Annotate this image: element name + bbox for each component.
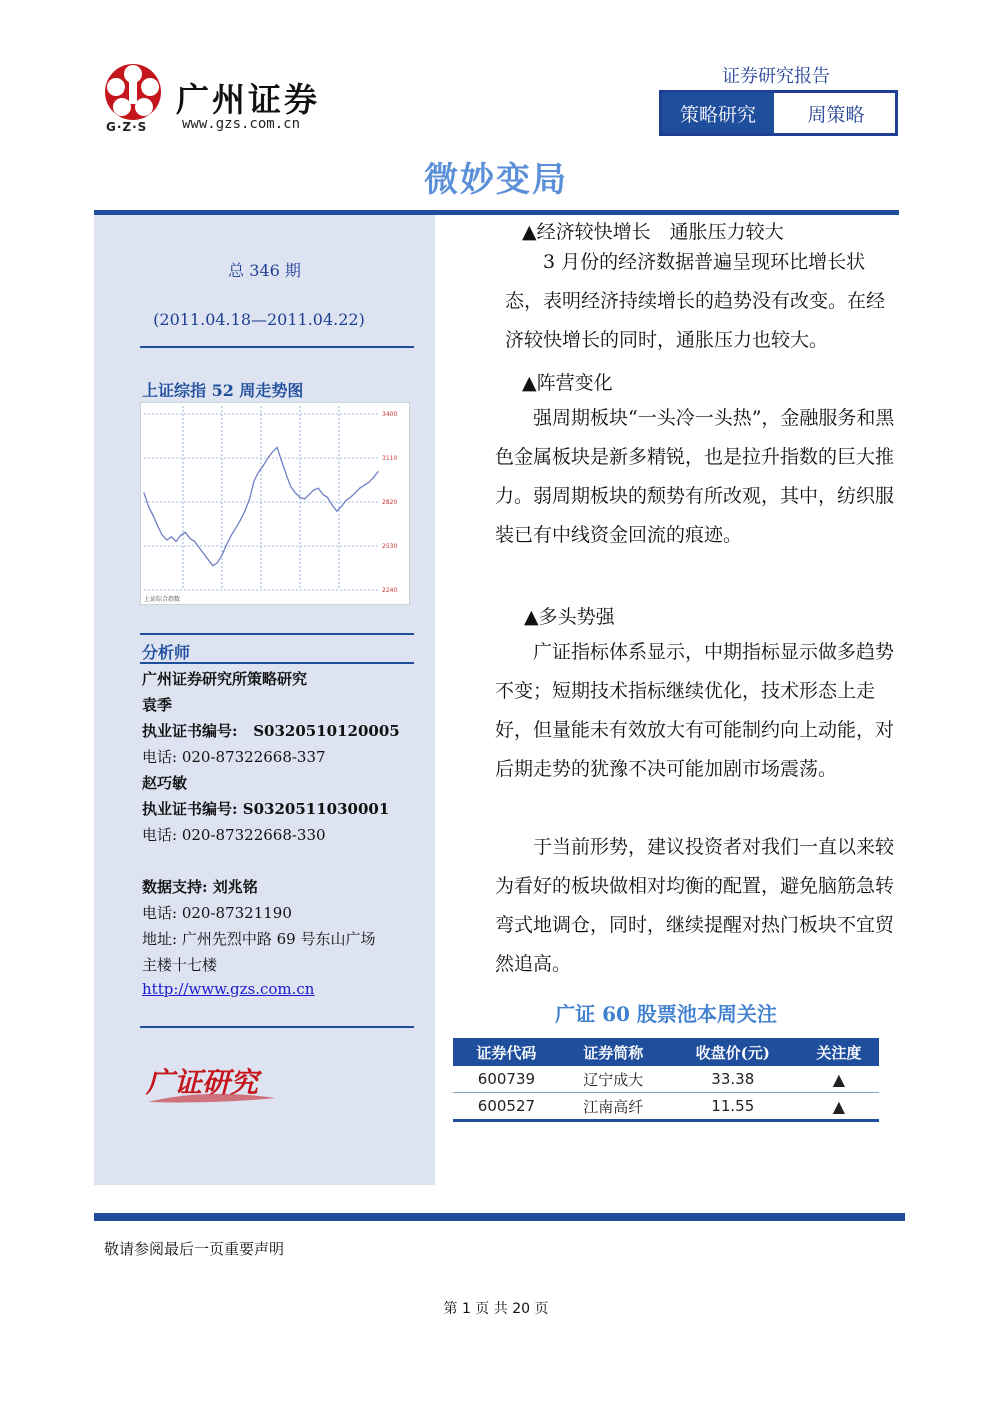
stock-pool-table [453, 1038, 879, 1122]
data-point [176, 541, 177, 542]
data-point [359, 488, 360, 489]
section-heading: ▲经济较快增长 通胀压力较大 [522, 221, 784, 243]
stock-code: 600739 [453, 1066, 560, 1093]
data-point [350, 497, 351, 498]
disclaimer-note: 敬请参阅最后一页重要声明 [104, 1240, 285, 1258]
column-header: 证券简称 [560, 1038, 667, 1066]
section-paragraph: 3 月份的经济数据普遍呈现环比增长状态，表明经济持续增长的趋势没有改变。在经济较快增长的同时，通胀压力也较大。 [505, 251, 886, 351]
data-point [249, 498, 250, 499]
y-tick-label: 2820 [382, 499, 398, 506]
brand-letters: G·Z·S [106, 120, 148, 134]
analyst-cert [142, 720, 400, 741]
report-tags [659, 90, 898, 136]
data-point [148, 506, 149, 507]
attention-up-icon: ▲ [799, 1066, 879, 1093]
gz-research-logo [144, 1058, 284, 1108]
support-phone: 电话: 020-87321190 [142, 904, 292, 922]
data-point [272, 451, 273, 452]
data-point [194, 541, 195, 542]
close-price: 11.55 [667, 1093, 799, 1121]
brand-url[interactable]: www.gzs.com.cn [182, 116, 301, 132]
data-support: 数据支持: 刘兆铭 [142, 878, 258, 896]
cert-label: 执业证书编号: [142, 800, 238, 818]
data-point [231, 535, 232, 536]
data-point [364, 485, 365, 486]
stock-name: 辽宁成大 [560, 1066, 667, 1093]
section-heading: ▲多头势强 [524, 606, 615, 628]
data-point [180, 535, 181, 536]
data-point [157, 526, 158, 527]
data-point [208, 559, 209, 560]
issue-dates: (2011.04.18—2011.04.22) [153, 310, 365, 329]
data-point [304, 498, 305, 499]
data-point [327, 497, 328, 498]
data-point [240, 520, 241, 521]
section-heading: ▲阵营变化 [522, 372, 613, 394]
y-tick-label: 3110 [382, 455, 398, 462]
sidebar-divider [140, 662, 414, 664]
data-point [355, 492, 356, 493]
index-52week-chart [140, 402, 410, 605]
report-type: 证券研究报告 [722, 66, 830, 87]
sidebar-divider [140, 1026, 414, 1028]
data-point [286, 474, 287, 475]
y-tick-label: 2530 [382, 543, 398, 550]
issue-number: 总 346 期 [228, 261, 301, 280]
data-point [281, 460, 282, 461]
data-point [199, 547, 200, 548]
data-point [345, 500, 346, 501]
data-point [235, 527, 236, 528]
table-row [453, 1093, 879, 1121]
attention-up-icon: ▲ [799, 1093, 879, 1121]
cert-label: 执业证书编号: [142, 722, 238, 740]
data-point [244, 511, 245, 512]
data-point [221, 555, 222, 556]
data-point [258, 471, 259, 472]
data-point [263, 465, 264, 466]
report-title: 微妙变局 [424, 160, 568, 200]
chart-legend: 上证综合指数 [144, 596, 181, 603]
data-point [254, 480, 255, 481]
address-line: 主楼十七楼 [142, 956, 218, 974]
data-point [277, 447, 278, 448]
data-point [332, 504, 333, 505]
data-point [377, 471, 378, 472]
data-point [368, 482, 369, 483]
data-point [309, 494, 310, 495]
column-header: 关注度 [799, 1038, 879, 1066]
data-point [153, 515, 154, 516]
table-header-row [453, 1038, 879, 1066]
stock-pool-title: 广证 60 股票池本周关注 [555, 1002, 777, 1026]
section-paragraph: 广证指标体系显示，中期指标显示做多趋势不变；短期技术指标继续优化，技术形态上走好，但量能未有效放大有可能制约向上动能，对后期走势的犹豫不决可能加剧市场震荡。 [495, 641, 895, 780]
analyst-phone: 电话: 020-87322668-337 [142, 748, 326, 766]
data-point [322, 494, 323, 495]
data-point [162, 535, 163, 536]
analyst-phone: 电话: 020-87322668-330 [142, 826, 326, 844]
data-point [171, 536, 172, 537]
data-point [203, 553, 204, 554]
data-point [341, 506, 342, 507]
data-point [313, 489, 314, 490]
data-point [189, 538, 190, 539]
table-row [453, 1066, 879, 1093]
sidebar-divider [140, 346, 414, 348]
footer-divider [94, 1213, 905, 1221]
website-link[interactable]: http://www.gzs.com.cn [142, 980, 315, 998]
cert-number: S0320511030001 [242, 800, 390, 818]
data-point [226, 544, 227, 545]
page-number: 第 1 页 共 20 页 [443, 1301, 549, 1317]
column-header: 收盘价(元) [667, 1038, 799, 1066]
close-price: 33.38 [667, 1066, 799, 1093]
data-point [267, 457, 268, 458]
data-point [290, 486, 291, 487]
y-tick-label: 2240 [382, 587, 398, 594]
analyst-name: 赵巧敏 [142, 774, 188, 792]
brand-name: 广州证券 [176, 80, 320, 119]
data-point [212, 565, 213, 566]
section-paragraph: 强周期板块“一头冷一头热”，金融服务和黑色金属板块是新多精锐，也是拉升指数的巨大推力。弱周期板块的颓势有所改观，其中，纺织服装已有中线资金回流的痕迹。 [495, 407, 895, 546]
data-point [318, 488, 319, 489]
website-line [142, 980, 314, 998]
data-point [143, 492, 144, 493]
data-point [185, 532, 186, 533]
gzs-flower-logo [100, 62, 166, 122]
stock-name: 江南高纤 [560, 1093, 667, 1121]
tag-strategy-research: 策略研究 [662, 93, 777, 133]
analyst-name: 袁季 [142, 696, 173, 714]
data-point [336, 511, 337, 512]
data-point [217, 562, 218, 563]
institute-name: 广州证券研究所策略研究 [142, 670, 308, 688]
section-paragraph: 于当前形势，建议投资者对我们一直以来较为看好的板块做相对均衡的配置，避免脑筋急转弯式地调仓，同时，继续提醒对热门板块不宜贸然追高。 [495, 836, 895, 975]
data-point [295, 492, 296, 493]
analyst-heading: 分析师 [142, 643, 191, 662]
chart-title: 上证综指 52 周走势图 [142, 381, 304, 400]
cert-number: S0320510120005 [253, 722, 400, 740]
stock-code: 600527 [453, 1093, 560, 1121]
data-point [373, 477, 374, 478]
analyst-cert [142, 798, 389, 819]
y-tick-label: 3400 [382, 411, 398, 418]
address-line: 地址: 广州先烈中路 69 号东山广场 [142, 930, 376, 948]
data-point [299, 497, 300, 498]
column-header: 证券代码 [453, 1038, 560, 1066]
sidebar-divider [140, 633, 414, 635]
tag-weekly-strategy: 周策略 [807, 103, 865, 126]
data-point [166, 539, 167, 540]
gz-research-logo-text: 广证研究 [146, 1066, 259, 1099]
